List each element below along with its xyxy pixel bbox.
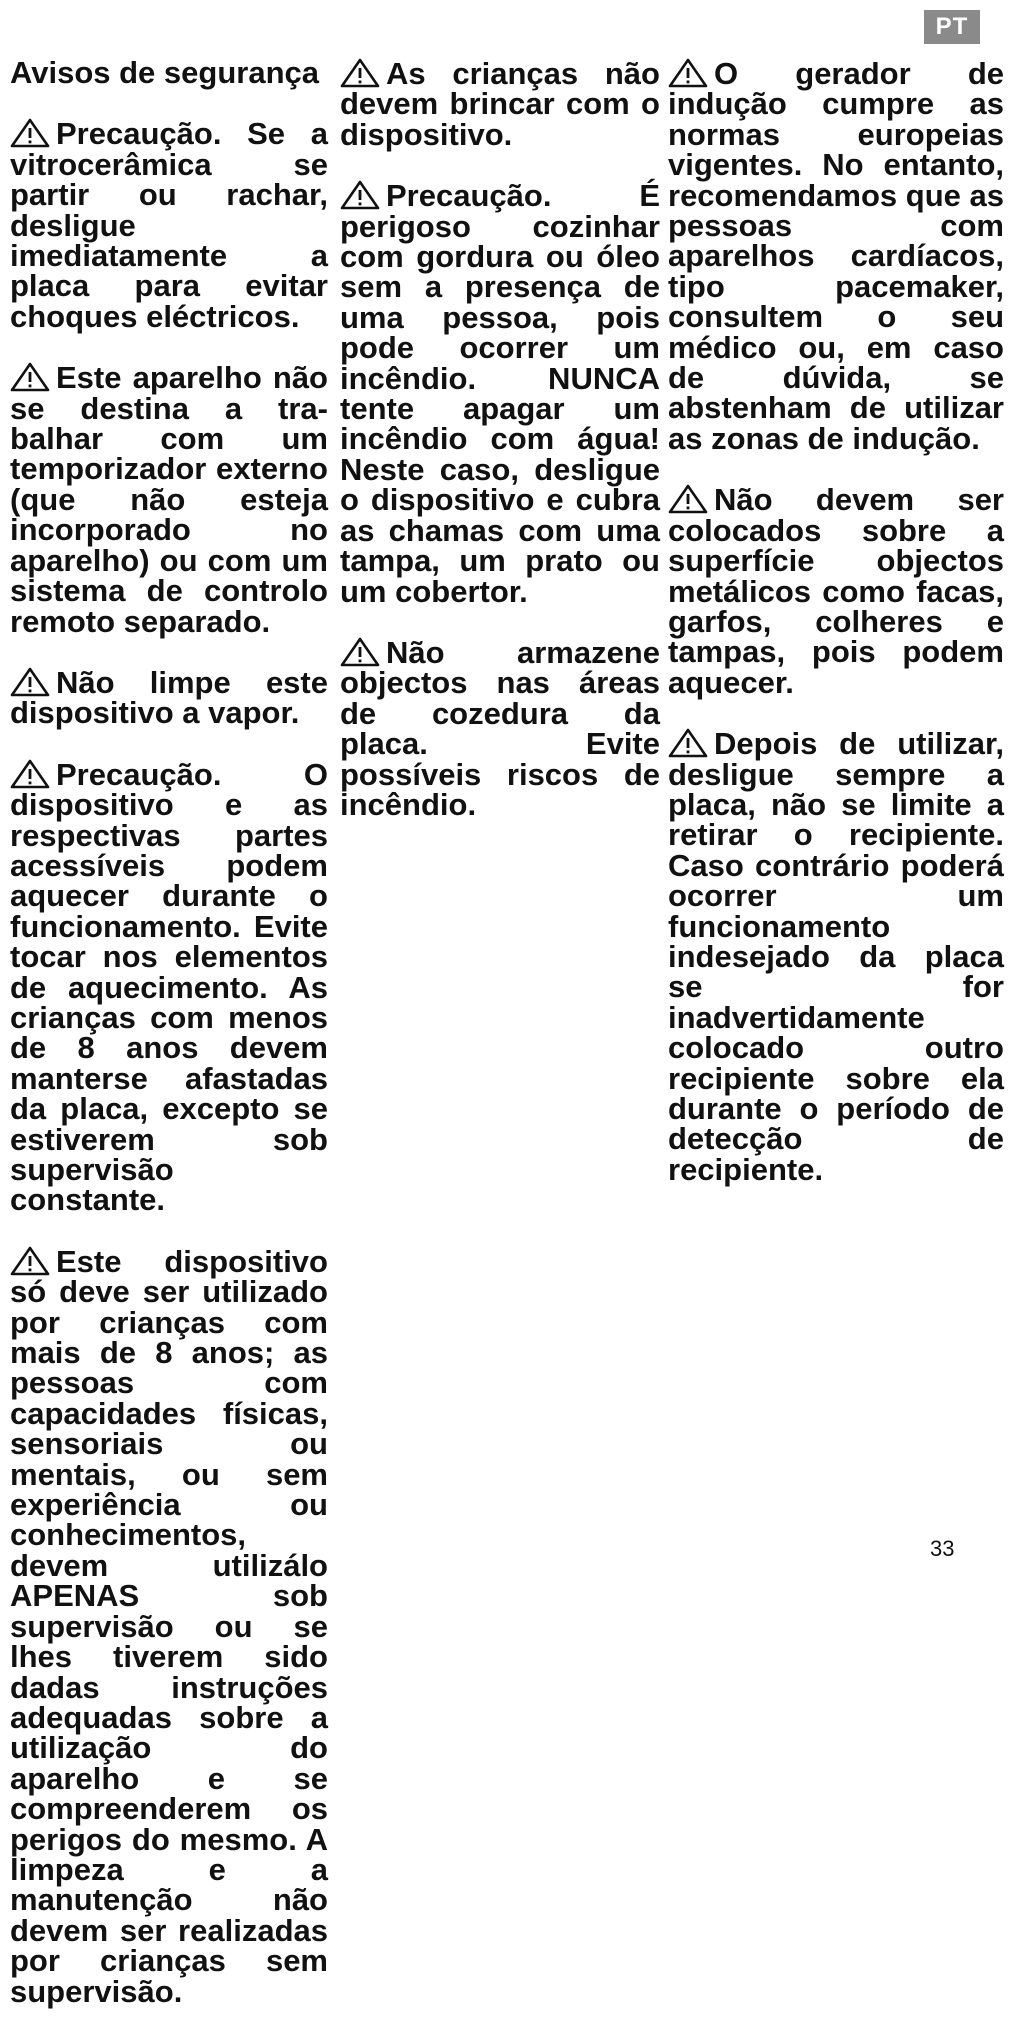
text-column-1 bbox=[10, 55, 328, 2037]
warning-paragraph bbox=[10, 1243, 328, 2009]
warning-triangle-icon bbox=[340, 637, 380, 667]
language-badge: PT bbox=[924, 10, 980, 44]
text-column-3 bbox=[668, 58, 1004, 1215]
warning-triangle-icon bbox=[10, 667, 50, 697]
paragraph-text: Precaução. É perigoso cozinhar com gordura ou óleo sem a presença de uma pessoa, pois pode ocorrer um incêndio. NUNCA tente apagar um incêndio com água! Neste caso, desligue o dispositivo e cubra as chamas com uma tampa, um prato ou um cobertor. bbox=[340, 178, 660, 609]
warning-paragraph bbox=[10, 118, 328, 332]
warning-triangle-icon bbox=[668, 58, 708, 88]
warning-paragraph bbox=[10, 756, 328, 1218]
warning-triangle-icon bbox=[10, 362, 50, 392]
text-column-2 bbox=[340, 58, 660, 850]
warning-triangle-icon bbox=[668, 728, 708, 758]
paragraph-text: Não devem ser colocados sobre a superfície objectos metálicos como facas, garfos, colheres e tampas, pois podem aquecer. bbox=[668, 482, 1004, 700]
paragraph-text: Este dispositivo só deve ser utilizado por crianças com mais de 8 anos; as pessoas com capacidades físicas, sensoriais ou mentais, ou sem experiência ou conhecimentos, devem utilizálo APENAS sob supervisão ou se lhes tiverem sido dadas instruções adequadas sobre a utilização do aparelho e se compreenderem os perigos do mesmo. A limpeza e a manutenção não devem ser realizadas por crianças sem supervisão. bbox=[10, 1243, 328, 2009]
paragraph-text: Depois de utilizar, desligue sempre a placa, não se limite a retirar o recipiente. Caso contrário poderá ocorrer um funcionamento indesejado da placa se for inadvertidamente colocado outro recipiente sobre ela durante o período de detecção de recipiente. bbox=[668, 726, 1004, 1187]
warning-paragraph bbox=[10, 664, 328, 731]
paragraph-text: As crianças não devem brincar com o dispositivo. bbox=[340, 56, 660, 152]
paragraph-text: Não armazene objectos nas áreas de cozedura da placa. Evite possíveis riscos de incêndio. bbox=[340, 634, 660, 822]
paragraph-text: Precaução. O dispositivo e as respectivas partes acessíveis podem aquecer durante o funcionamento. Evite tocar nos elementos de aquecimento. As crianças com menos de 8 anos devem manterse afastadas da placa, excepto se estiverem sob supervisão constante. bbox=[10, 756, 328, 1218]
paragraph-text: Este aparelho não se destina a tra-balhar com um temporizador externo (que não esteja incorporado no aparelho) ou com um sistema de controlo remoto separado. bbox=[10, 360, 328, 639]
warning-paragraph bbox=[340, 180, 660, 607]
warning-paragraph bbox=[10, 362, 328, 637]
warning-paragraph bbox=[668, 728, 1004, 1185]
paragraph-text: Não limpe este dispositivo a vapor. bbox=[10, 664, 328, 731]
warning-triangle-icon bbox=[340, 58, 380, 88]
warning-triangle-icon bbox=[340, 180, 380, 210]
warning-paragraph bbox=[668, 484, 1004, 698]
paragraph-text: Precaução. Se a vitrocerâmica se partir ou rachar, desligue imediatamente a placa para evitar choques eléctricos. bbox=[10, 116, 328, 334]
page-number: 33 bbox=[930, 1536, 955, 1561]
warning-triangle-icon bbox=[668, 484, 708, 514]
section-title: Avisos de segurança bbox=[10, 55, 319, 90]
warning-triangle-icon bbox=[10, 1246, 50, 1276]
warning-triangle-icon bbox=[10, 118, 50, 148]
paragraph-text: O gerador de indução cumpre as normas europeias vigentes. No entanto, recomendamos que as pessoas com aparelhos cardíacos, tipo pacemaker, consultem o seu médico ou, em caso de dúvida, se abstenham de utilizar as zonas de indução. bbox=[668, 56, 1004, 456]
warning-triangle-icon bbox=[10, 759, 50, 789]
warning-paragraph bbox=[340, 58, 660, 150]
warning-paragraph bbox=[340, 634, 660, 822]
warning-paragraph bbox=[668, 58, 1004, 454]
